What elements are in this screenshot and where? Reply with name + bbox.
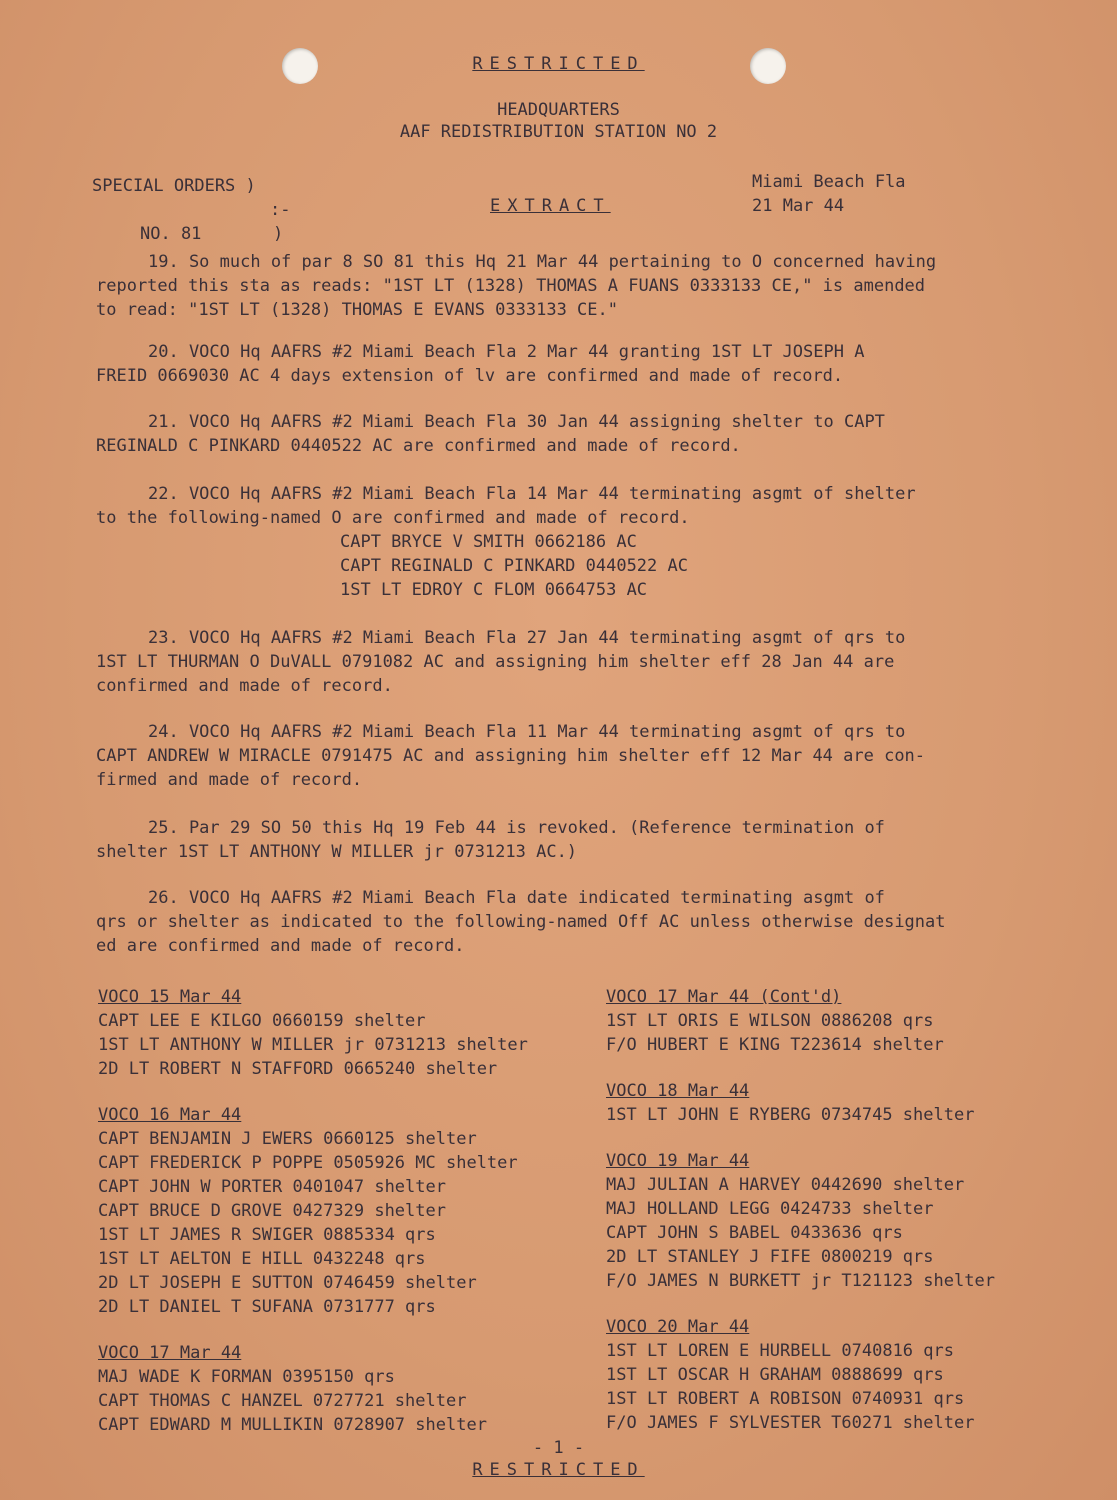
- voco-group: [98, 1341, 528, 1437]
- voco-group: [98, 1103, 528, 1319]
- voco-group: [98, 985, 528, 1081]
- station-title: AAF REDISTRIBUTION STATION NO 2: [399, 122, 718, 142]
- voco-date-header: VOCO 18 Mar 44: [606, 1081, 750, 1101]
- order-date: 21 Mar 44: [752, 196, 845, 216]
- right-column: [606, 985, 995, 1457]
- paragraph-line: reported this sta as reads: "1ST LT (1328) THOMAS A FUANS 0333133 CE," is amended: [96, 276, 926, 296]
- voco-group: [606, 1315, 995, 1435]
- voco-group: [606, 985, 995, 1057]
- order-paragraph: [96, 626, 1056, 698]
- voco-date-header: VOCO 17 Mar 44: [98, 1343, 242, 1363]
- list-item: 1ST LT ORIS E WILSON 0886208 qrs: [606, 1011, 934, 1031]
- paragraph-line: 25. Par 29 SO 50 this Hq 19 Feb 44 is revoked. (Reference termination of: [148, 818, 885, 838]
- paragraph-line: 26. VOCO Hq AAFRS #2 Miami Beach Fla date indicated terminating asgmt of: [148, 888, 885, 908]
- page-number: - 1 -: [532, 1438, 585, 1458]
- classification-top: RESTRICTED: [472, 54, 645, 74]
- paragraph-line: REGINALD C PINKARD 0440522 AC are confirmed and made of record.: [96, 436, 741, 456]
- paragraph-line: 22. VOCO Hq AAFRS #2 Miami Beach Fla 14 Mar 44 terminating asgmt of shelter: [148, 484, 916, 504]
- voco-date-header: VOCO 19 Mar 44: [606, 1151, 750, 1171]
- list-item: CAPT JOHN S BABEL 0433636 qrs: [606, 1223, 903, 1243]
- list-item: 1ST LT JOHN E RYBERG 0734745 shelter: [606, 1105, 975, 1125]
- list-item: CAPT FREDERICK P POPPE 0505926 MC shelter: [98, 1153, 518, 1173]
- extract-label: EXTRACT: [490, 196, 611, 216]
- paragraph-line: CAPT ANDREW W MIRACLE 0791475 AC and assigning him shelter eff 12 Mar 44 are con-: [96, 746, 926, 766]
- orders-label: SPECIAL ORDERS ): [92, 176, 256, 196]
- order-place: Miami Beach Fla: [752, 172, 906, 192]
- paragraph-line: 23. VOCO Hq AAFRS #2 Miami Beach Fla 27 Jan 44 terminating asgmt of qrs to: [148, 628, 906, 648]
- orders-separator: :-: [270, 200, 291, 220]
- paragraph-line: 20. VOCO Hq AAFRS #2 Miami Beach Fla 2 Mar 44 granting 1ST LT JOSEPH A: [148, 342, 865, 362]
- paragraph-line: 19. So much of par 8 SO 81 this Hq 21 Mar 44 pertaining to O concerned having: [148, 252, 937, 272]
- list-item: CAPT BRUCE D GROVE 0427329 shelter: [98, 1201, 446, 1221]
- paragraph-line: shelter 1ST LT ANTHONY W MILLER jr 0731213 AC.): [96, 842, 578, 862]
- orders-number: NO. 81 ): [140, 224, 284, 244]
- list-item: 2D LT DANIEL T SUFANA 0731777 qrs: [98, 1297, 436, 1317]
- list-item: MAJ WADE K FORMAN 0395150 qrs: [98, 1367, 395, 1387]
- paragraph-line: ed are confirmed and made of record.: [96, 936, 465, 956]
- list-item: 1ST LT ROBERT A ROBISON 0740931 qrs: [606, 1389, 965, 1409]
- list-item: 2D LT STANLEY J FIFE 0800219 qrs: [606, 1247, 934, 1267]
- list-item: CAPT LEE E KILGO 0660159 shelter: [98, 1011, 426, 1031]
- paragraph-line: 1ST LT THURMAN O DuVALL 0791082 AC and assigning him shelter eff 28 Jan 44 are: [96, 652, 895, 672]
- list-item: CAPT BENJAMIN J EWERS 0660125 shelter: [98, 1129, 477, 1149]
- classification-bottom: RESTRICTED: [472, 1460, 645, 1480]
- hq-title: HEADQUARTERS: [497, 100, 620, 120]
- paragraph-line: confirmed and made of record.: [96, 676, 393, 696]
- paragraph-line: FREID 0669030 AC 4 days extension of lv are confirmed and made of record.: [96, 366, 844, 386]
- list-item: 2D LT JOSEPH E SUTTON 0746459 shelter: [98, 1273, 477, 1293]
- order-paragraph: [96, 886, 1056, 958]
- paragraph-line: 21. VOCO Hq AAFRS #2 Miami Beach Fla 30 Jan 44 assigning shelter to CAPT: [148, 412, 885, 432]
- list-item: 1ST LT JAMES R SWIGER 0885334 qrs: [98, 1225, 436, 1245]
- order-paragraph: [96, 410, 1056, 458]
- voco-group: [606, 1079, 995, 1127]
- voco-date-header: VOCO 15 Mar 44: [98, 987, 242, 1007]
- order-paragraph: [96, 720, 1056, 792]
- voco-date-header: VOCO 20 Mar 44: [606, 1317, 750, 1337]
- list-item: CAPT THOMAS C HANZEL 0727721 shelter: [98, 1391, 467, 1411]
- list-item: 1ST LT AELTON E HILL 0432248 qrs: [98, 1249, 426, 1269]
- order-paragraph: [96, 816, 1056, 864]
- paragraph-line: firmed and made of record.: [96, 770, 363, 790]
- order-paragraph: [96, 482, 1056, 530]
- voco-date-header: VOCO 16 Mar 44: [98, 1105, 242, 1125]
- list-item: 1ST LT EDROY C FLOM 0664753 AC: [340, 580, 648, 600]
- list-item: MAJ JULIAN A HARVEY 0442690 shelter: [606, 1175, 965, 1195]
- order-paragraph: [96, 250, 1056, 322]
- list-item: F/O JAMES F SYLVESTER T60271 shelter: [606, 1413, 975, 1433]
- paragraph-line: 24. VOCO Hq AAFRS #2 Miami Beach Fla 11 Mar 44 terminating asgmt of qrs to: [148, 722, 906, 742]
- list-item: CAPT JOHN W PORTER 0401047 shelter: [98, 1177, 446, 1197]
- voco-date-header: VOCO 17 Mar 44 (Cont'd): [606, 987, 842, 1007]
- list-item: MAJ HOLLAND LEGG 0424733 shelter: [606, 1199, 934, 1219]
- paragraph-line: qrs or shelter as indicated to the following-named Off AC unless otherwise designat: [96, 912, 946, 932]
- list-item: CAPT EDWARD M MULLIKIN 0728907 shelter: [98, 1415, 487, 1435]
- list-item: 1ST LT ANTHONY W MILLER jr 0731213 shelter: [98, 1035, 528, 1055]
- list-item: CAPT REGINALD C PINKARD 0440522 AC: [340, 556, 688, 576]
- list-item: 1ST LT LOREN E HURBELL 0740816 qrs: [606, 1341, 954, 1361]
- par22-officer-list: [340, 530, 688, 602]
- voco-group: [606, 1149, 995, 1293]
- paragraph-line: to read: "1ST LT (1328) THOMAS E EVANS 0333133 CE.": [96, 300, 618, 320]
- list-item: 1ST LT OSCAR H GRAHAM 0888699 qrs: [606, 1365, 944, 1385]
- list-item: 2D LT ROBERT N STAFFORD 0665240 shelter: [98, 1059, 498, 1079]
- paragraph-line: to the following-named O are confirmed and made of record.: [96, 508, 690, 528]
- list-item: F/O JAMES N BURKETT jr T121123 shelter: [606, 1271, 995, 1291]
- list-item: CAPT BRYCE V SMITH 0662186 AC: [340, 532, 637, 552]
- order-paragraph: [96, 340, 1056, 388]
- left-column: [98, 985, 528, 1459]
- list-item: F/O HUBERT E KING T223614 shelter: [606, 1035, 944, 1055]
